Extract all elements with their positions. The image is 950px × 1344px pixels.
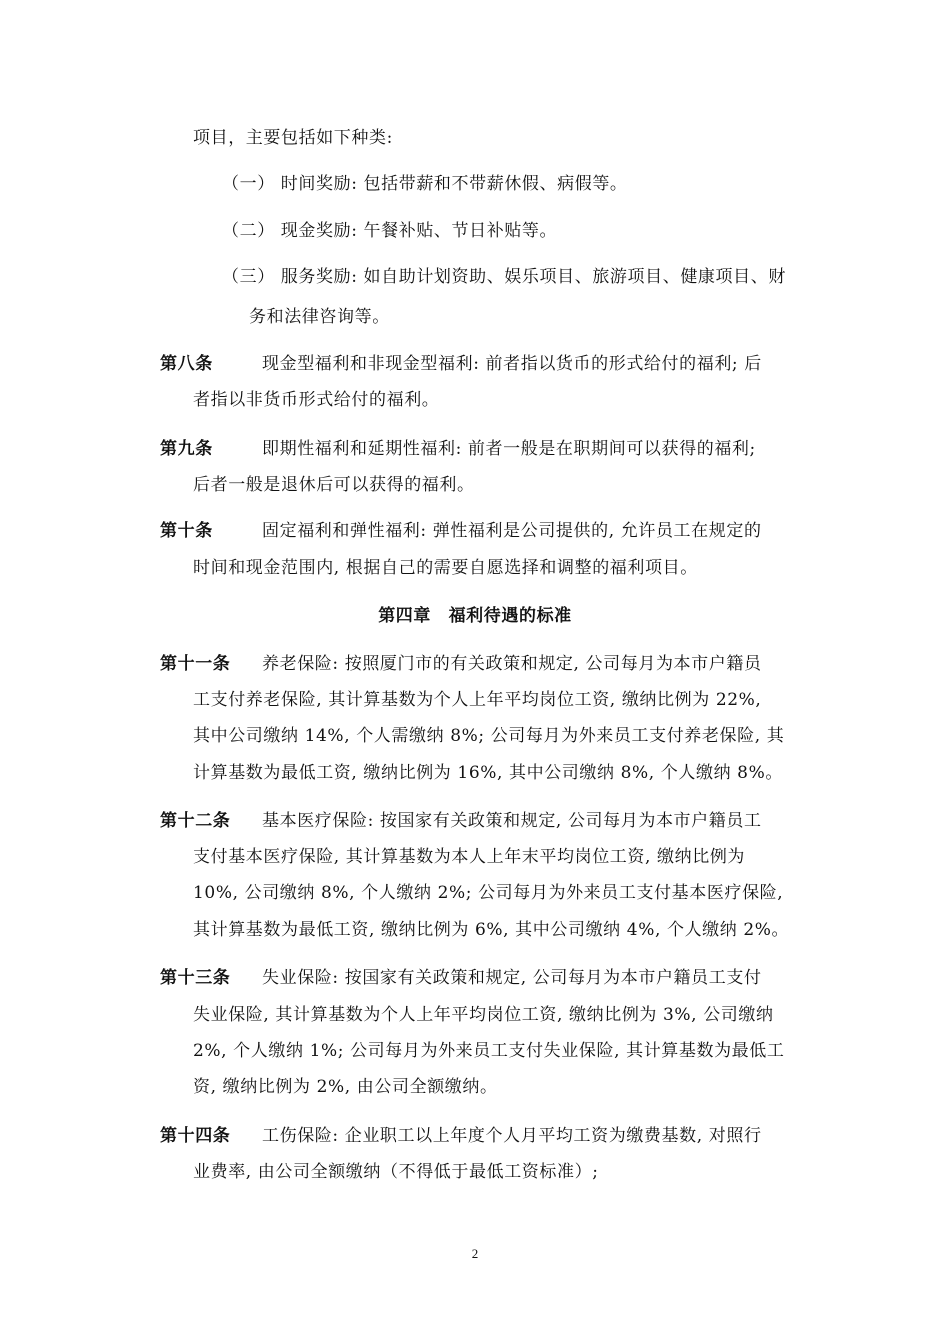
article-11-line: 计算基数为最低工资, 缴纳比例为 16%, 其中公司缴纳 8%, 个人缴纳 8%。: [193, 763, 783, 783]
article-8-line: 现金型福利和非现金型福利: 前者指以货币的形式给付的福利; 后: [262, 354, 762, 374]
article-12-tag: 第十二条: [160, 811, 231, 831]
article-14-line: 业费率, 由公司全额缴纳（不得低于最低工资标准）;: [193, 1162, 599, 1182]
list-item: （一） 时间奖励: 包括带薪和不带薪休假、病假等。: [222, 174, 628, 194]
page-number: 2: [471, 1246, 479, 1261]
article-11-line: 其中公司缴纳 14%, 个人需缴纳 8%; 公司每月为外来员工支付养老保险, 其: [193, 726, 785, 746]
article-10-line: 固定福利和弹性福利: 弹性福利是公司提供的, 允许员工在规定的: [262, 521, 762, 541]
article-12-line: 其计算基数为最低工资, 缴纳比例为 6%, 其中公司缴纳 4%, 个人缴纳 2%。: [193, 920, 790, 940]
article-11-line: 工支付养老保险, 其计算基数为个人上年平均岗位工资, 缴纳比例为 22%,: [193, 690, 762, 710]
article-12-line: 10%, 公司缴纳 8%, 个人缴纳 2%; 公司每月为外来员工支付基本医疗保险,: [193, 883, 784, 903]
article-10-line: 时间和现金范围内, 根据自己的需要自愿选择和调整的福利项目。: [193, 558, 698, 578]
article-14-tag: 第十四条: [160, 1126, 231, 1146]
list-item-continuation: 务和法律咨询等。: [249, 307, 390, 327]
article-8-line: 者指以非货币形式给付的福利。: [193, 390, 440, 410]
article-14-line: 工伤保险: 企业职工以上年度个人月平均工资为缴费基数, 对照行: [262, 1126, 762, 1146]
article-13-line: 失业保险: 按国家有关政策和规定, 公司每月为本市户籍员工支付: [262, 968, 762, 988]
article-13-line: 失业保险, 其计算基数为个人上年平均岗位工资, 缴纳比例为 3%, 公司缴纳: [193, 1005, 774, 1025]
list-item: （三） 服务奖励: 如自助计划资助、娱乐项目、旅游项目、健康项目、财: [222, 267, 786, 287]
list-item: （二） 现金奖励: 午餐补贴、节日补贴等。: [222, 221, 558, 241]
article-9-line: 即期性福利和延期性福利: 前者一般是在职期间可以获得的福利;: [262, 439, 756, 459]
article-10-tag: 第十条: [160, 521, 213, 541]
article-12-line: 基本医疗保险: 按国家有关政策和规定, 公司每月为本市户籍员工: [262, 811, 762, 831]
article-13-line: 2%, 个人缴纳 1%; 公司每月为外来员工支付失业保险, 其计算基数为最低工: [193, 1041, 785, 1061]
article-9-tag: 第九条: [160, 439, 213, 459]
article-12-line: 支付基本医疗保险, 其计算基数为本人上年末平均岗位工资, 缴纳比例为: [193, 847, 746, 867]
article-11-line: 养老保险: 按照厦门市的有关政策和规定, 公司每月为本市户籍员: [262, 654, 762, 674]
intro-line: 项目，主要包括如下种类:: [193, 128, 393, 148]
article-11-tag: 第十一条: [160, 654, 231, 674]
article-13-tag: 第十三条: [160, 968, 231, 988]
article-9-line: 后者一般是退休后可以获得的福利。: [193, 475, 475, 495]
chapter-heading: 第四章 福利待遇的标准: [378, 606, 572, 626]
article-8-tag: 第八条: [160, 354, 213, 374]
article-13-line: 资, 缴纳比例为 2%, 由公司全额缴纳。: [193, 1077, 498, 1097]
